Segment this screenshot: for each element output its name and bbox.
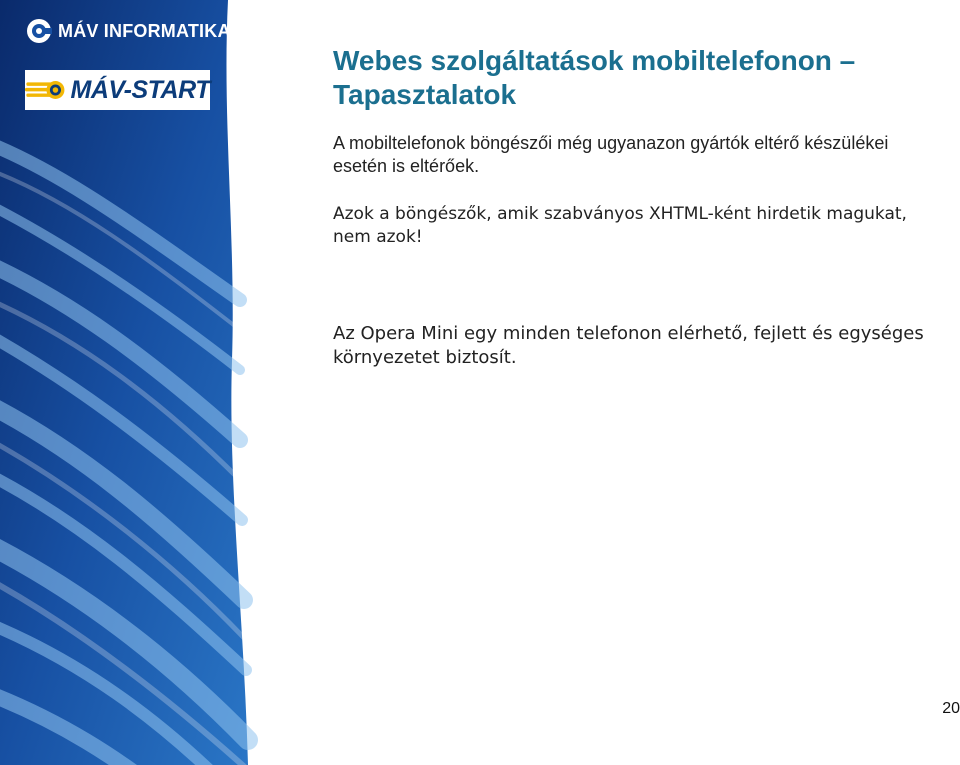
mav-start-logo-text: MÁV-START (70, 75, 210, 104)
mav-informatika-logo-text: MÁV INFORMATIKA (58, 20, 231, 41)
mav-informatika-logo (26, 16, 231, 46)
mav-informatika-emblem-icon (26, 18, 52, 44)
paragraph-xhtml-claim: Azok a böngészők, amik szabványos XHTML-ként hirdetik magukat, nem azok! (333, 204, 907, 247)
mav-start-logo (25, 70, 210, 110)
page-number: 20 (942, 700, 960, 717)
sidebar-waves (0, 0, 290, 765)
paragraph-opera-mini: Az Opera Mini egy minden telefonon elérhető, fejlett és egységes környezetet biztosít. (333, 323, 924, 368)
mav-start-wings-icon (25, 73, 67, 107)
slide-title: Webes szolgáltatások mobiltelefonon – Tapasztalatok (333, 45, 856, 110)
sidebar-background (0, 0, 290, 765)
paragraph-browsers-differ: A mobiltelefonok böngészői még ugyanazon gyártók eltérő készülékei esetén is eltérőek. (333, 133, 889, 176)
